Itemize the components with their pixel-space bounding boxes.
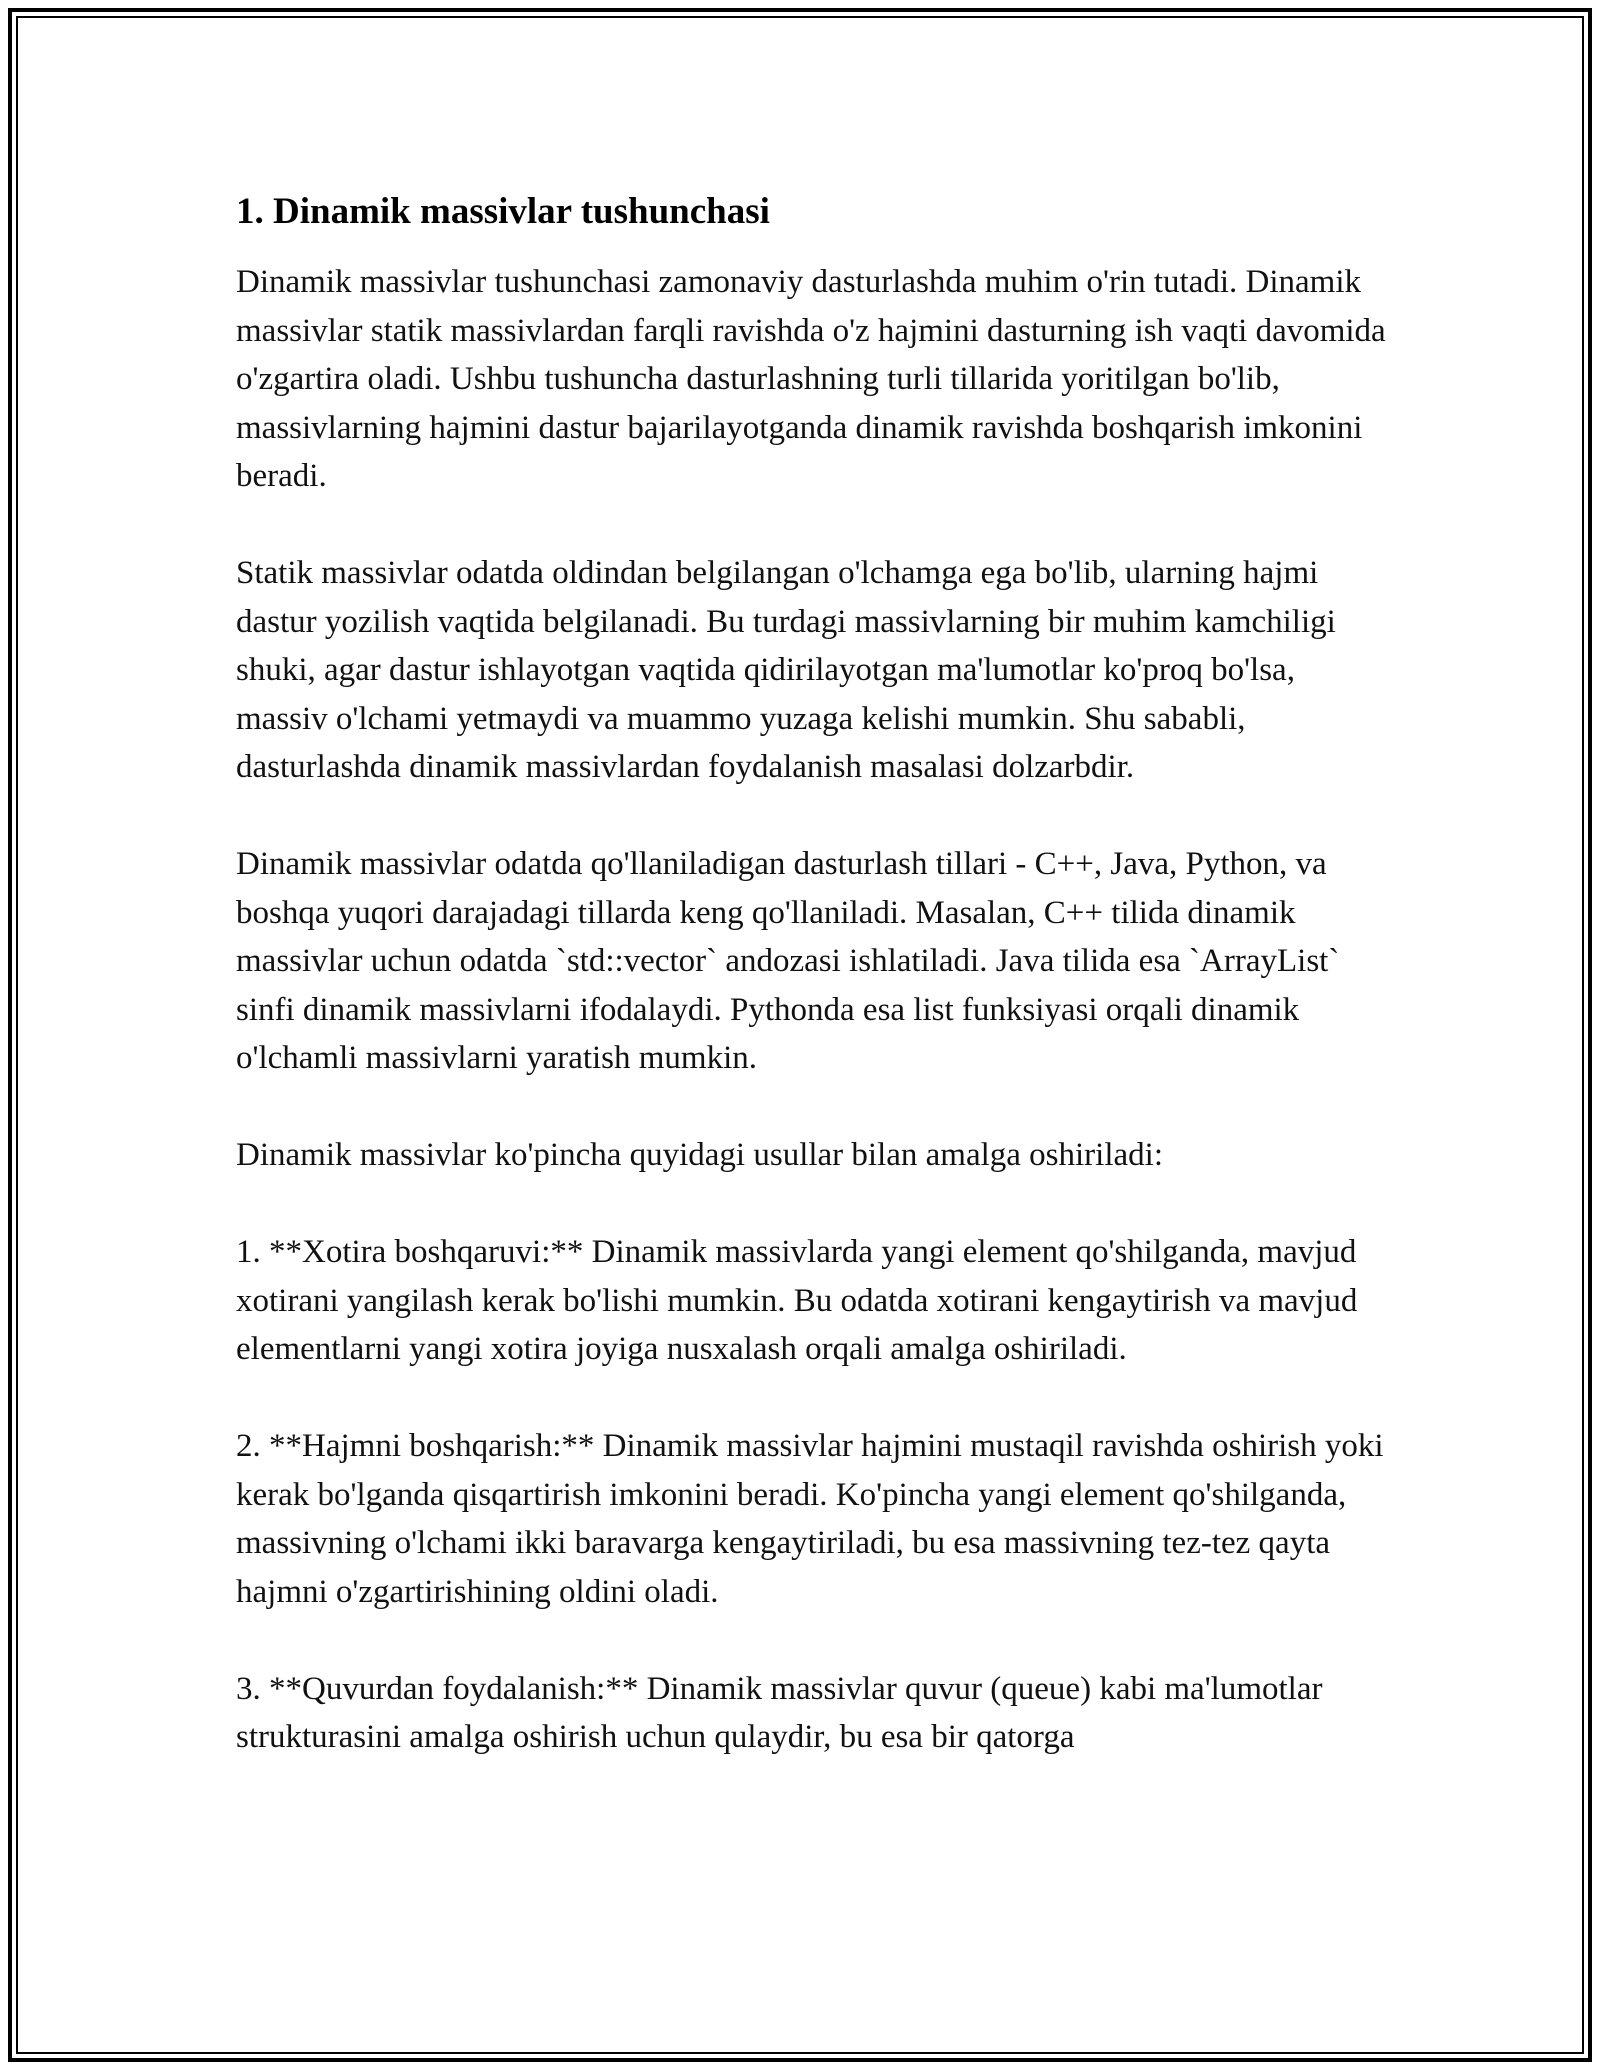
paragraph-static-arrays: Statik massivlar odatda oldindan belgilangan o'lchamga ega bo'lib, ularning hajmi dastur yozilish vaqtida belgilanadi. Bu turdagi massivlarning bir muhim kamchiligi shuki, agar dastur ishlayotgan vaqtida qidirilayotgan ma'lumotlar ko'proq bo'lsa, massiv o'lchami yetmaydi va muammo yuzaga kelishi mumkin. Shu sababli, dasturlashda dinamik massivlardan foydalanish masalasi dolzarbdir. xyxy=(236,555,1336,785)
section-heading: 1. Dinamik massivlar tushunchasi xyxy=(236,191,770,232)
document-body xyxy=(236,188,1386,1762)
paragraph-methods-intro: Dinamik massivlar ko'pincha quyidagi usullar bilan amalga oshiriladi: xyxy=(236,1137,1163,1173)
list-item-queue-usage: 3. **Quvurdan foydalanish:** Dinamik massivlar quvur (queue) kabi ma'lumotlar strukturasini amalga oshirish uchun qulaydir, bu esa bir qatorga xyxy=(236,1670,1323,1755)
list-item-size-management: 2. **Hajmni boshqarish:** Dinamik massivlar hajmini mustaqil ravishda oshirish yoki kerak bo'lganda qisqartirish imkonini beradi. Ko'pincha yangi element qo'shilganda, massivning o'lchami ikki baravarga kengaytiriladi, bu esa massivning tez-tez qayta hajmni o'zgartirishining oldini oladi. xyxy=(236,1428,1384,1610)
paragraph-languages: Dinamik massivlar odatda qo'llaniladigan dasturlash tillari - C++, Java, Python, va boshqa yuqori darajadagi tillarda keng qo'llaniladi. Masalan, C++ tilida dinamik massivlar uchun odatda `std::vector` andozasi ishlatiladi. Java tilida esa `ArrayList` sinfi dinamik massivlarni ifodalaydi. Pythonda esa list funksiyasi orqali dinamik o'lchamli massivlarni yaratish mumkin. xyxy=(236,846,1340,1076)
list-item-memory-management: 1. **Xotira boshqaruvi:** Dinamik massivlarda yangi element qo'shilganda, mavjud xotirani yangilash kerak bo'lishi mumkin. Bu odatda xotirani kengaytirish va mavjud elementlarni yangi xotira joyiga nusxalash orqali amalga oshiriladi. xyxy=(236,1234,1358,1367)
paragraph-intro: Dinamik massivlar tushunchasi zamonaviy dasturlashda muhim o'rin tutadi. Dinamik massivlar statik massivlardan farqli ravishda o'z hajmini dasturning ish vaqti davomida o'zgartira oladi. Ushbu tushuncha dasturlashning turli tillarida yoritilgan bo'lib, massivlarning hajmini dastur bajarilayotganda dinamik ravishda boshqarish imkonini beradi. xyxy=(236,264,1386,494)
